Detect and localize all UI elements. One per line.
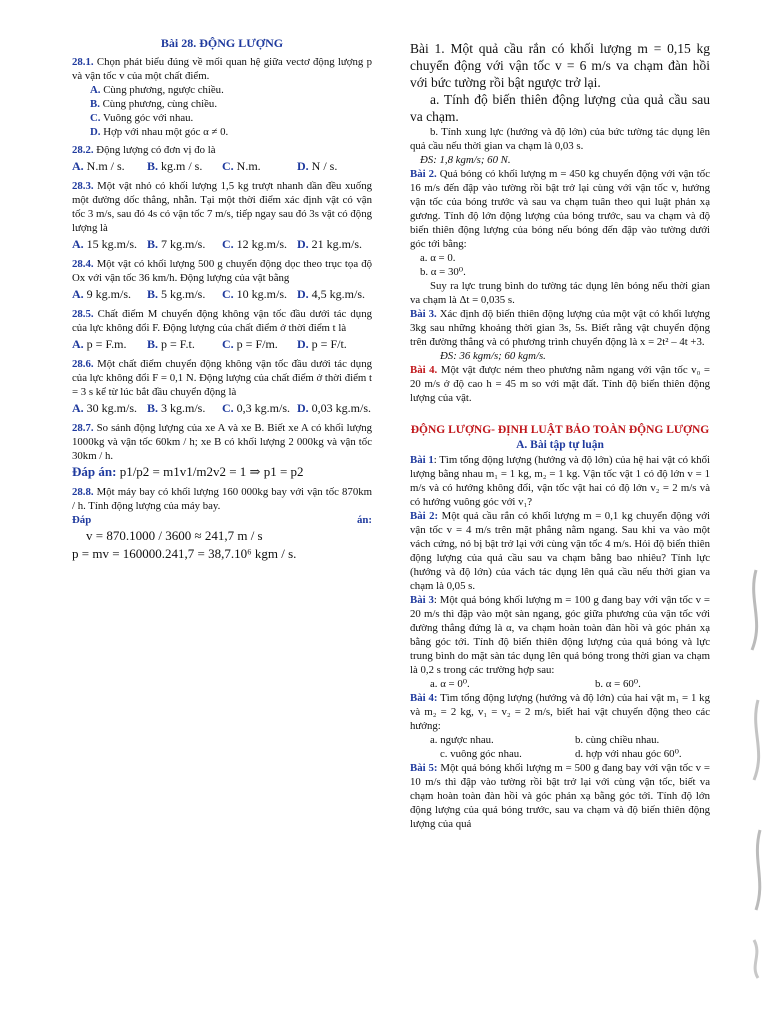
option: B. 3 kg.m/s. [147, 401, 206, 415]
problem-2: Bài 2: Một quả cầu rắn có khối lượng m = 0,1 kg chuyển động với vận tốc v = 4 m/s trên mặt phẳng nằm ngang. Sau khi va vào một vách cứng, nó bị bật trở lại với cùng vận tốc 4 m/s. Hỏi độ biến thiên động lượng của quả cầu sau va chạm bằng bao nhiêu? Tính lực (hướng và độ lớn) của vách tác dụng lên quả cầu nếu thời gian va chạm là 0,05 s. [410, 510, 710, 592]
option: A. 15 kg.m/s. [72, 237, 138, 251]
lesson-title: Bài 28. ĐỘNG LƯỢNG [160, 36, 284, 50]
question-28-3: 28.3. Một vật nhỏ có khối lượng 1,5 kg trượt nhanh dần đều xuống một đường dốc thẳng, nhẵn. Tại một thời điểm xác định vật có vận tốc 3 m/s, sau đó 4s có vận tốc 7 m/s, tiếp ngay sau đó 3s vật có động lượng là [72, 180, 372, 234]
exercise-1-part-b: b. Tính xung lực (hướng và độ lớn) của bức tường tác dụng lên quả cầu nếu thời gian va chạm là 0,03 s. [410, 126, 710, 152]
question-28-8-answer-label: Đáp án: [72, 514, 372, 526]
option: A. 9 kg.m/s. [72, 287, 132, 301]
page-edge-decoration [738, 560, 768, 980]
right-column [410, 40, 710, 831]
question-28-4-options [72, 285, 372, 303]
option: B. 5 kg.m/s. [147, 287, 206, 301]
equation-velocity: v = 870.1000 / 3600 ≈ 241,7 m / s [86, 528, 263, 543]
left-column [72, 36, 372, 563]
section-title: ĐỘNG LƯỢNG- ĐỊNH LUẬT BẢO TOÀN ĐỘNG LƯỢNG [410, 424, 710, 436]
option: A. Cùng phương, ngược chiều. [90, 84, 224, 96]
problem-4: Bài 4: Tìm tổng động lượng (hướng và độ lớn) của hai vật m₁ = 1 kg và m₂ = 2 kg, v₁ = v₂ = 2 m/s, biết hai vật chuyển động theo các hướng: [410, 692, 710, 732]
question-28-2-options [72, 157, 372, 175]
option: B. Cùng phương, cùng chiều. [90, 98, 218, 110]
option: C. N.m. [222, 159, 261, 173]
option: D. N / s. [297, 159, 338, 173]
option: B. 7 kg.m/s. [147, 237, 206, 251]
option: B. kg.m / s. [147, 159, 203, 173]
exercise-1: Bài 1. Một quả cầu rắn có khối lượng m = 0,15 kg chuyển động với vận tốc v = 6 m/s va chạm đàn hồi với bức tường rồi bật ngược trở lại. [410, 41, 711, 90]
exercise-4: Bài 4. Một vật được ném theo phương nằm ngang với vận tốc v₀ = 20 m/s ở độ cao h = 45 m so với mặt đất. Tính độ biến thiên động lượng của vật. [410, 364, 711, 404]
exercise-3-answer: ĐS: 36 kgm/s; 60 kgm/s. [440, 350, 546, 362]
option: C. 10 kg.m/s. [222, 287, 288, 301]
exercise-2-part-a: a. α = 0. [420, 252, 456, 264]
option: C. 0,3 kg.m/s. [222, 401, 291, 415]
question-28-3-options [72, 235, 372, 253]
problem-3: Bài 3: Một quả bóng khối lượng m = 100 g đang bay với vận tốc v = 20 m/s thì đập vào một sàn ngang, góc giữa phương của vận tốc với đường thẳng đứng là α, va chạm hoàn toàn đàn hồi và góc phản xạ bằng góc tới. Tính độ biến thiên động lượng của quả bóng và lực trung bình do mặt sàn tác dụng lên quả bóng trong thời gian va chạm là 0,2 s trong các trường hợp sau: [410, 594, 710, 676]
option: D. 21 kg.m/s. [297, 237, 363, 251]
question-28-7: 28.7. So sánh động lượng của xe A và xe B. Biết xe A có khối lượng 1000kg và vận tốc 60km / h; xe B có khối lượng 2 000kg và vận tốc 30km / h. [72, 422, 372, 462]
question-28-7-answer: Đáp án: p1/p2 = m1v1/m2v2 = 1 ⇒ p1 = p2 [72, 464, 304, 479]
exercise-2-extra: Suy ra lực trung bình do tường tác dụng lên bóng nếu thời gian va chạm là Δt = 0,035 s. [410, 280, 710, 306]
section-subtitle: A. Bài tập tự luận [516, 439, 604, 451]
option: A. p = F.m. [72, 337, 127, 351]
option: D. 0,03 kg.m/s. [297, 401, 372, 415]
question-28-2: 28.2. Động lượng có đơn vị đo là [72, 144, 216, 156]
question-28-6: 28.6. Một chất điểm chuyển động không vận tốc đầu dưới tác dụng của lực không đổi F = 0,1 N. Động lượng của chất điểm ở thời điểm t = 3 s kể từ lúc bắt đầu chuyển động là [72, 358, 372, 398]
exercise-2-part-b: b. α = 30⁰. [420, 266, 466, 278]
question-28-4: 28.4. Một vật có khối lượng 500 g chuyển động dọc theo trục tọa độ Ox với vận tốc 36 km/h. Động lượng của vật bằng [72, 258, 373, 284]
question-28-8: 28.8. Một máy bay có khối lượng 160 000kg bay với vận tốc 870km / h. Tính động lượng của máy bay. [72, 486, 373, 512]
exercise-3: Bài 3. Xác định độ biến thiên động lượng của một vật có khối lượng 3kg sau những khoảng thời gian 3s, 5s. Biết rằng vật chuyển động trên đường thẳng và có phương trình chuyển động là x = 2t² – 4t +3. [410, 308, 710, 348]
option: C. Vuông góc với nhau. [90, 112, 194, 124]
option: C. 12 kg.m/s. [222, 237, 288, 251]
question-28-6-options [72, 399, 372, 417]
option: A. 30 kg.m/s. [72, 401, 138, 415]
option: A. N.m / s. [72, 159, 125, 173]
option: D. Hợp với nhau một góc α ≠ 0. [90, 126, 229, 138]
exercise-1-answer: ĐS: 1,8 kgm/s; 60 N. [420, 154, 511, 166]
question-28-5: 28.5. Chất điểm M chuyển động không vận tốc đầu dưới tác dụng của lực không đổi F. Động lượng của chất điểm ở thời điểm t là [72, 308, 372, 334]
equation-momentum: p = mv = 160000.241,7 = 38,7.10⁶ kgm / s. [72, 546, 297, 561]
question-28-1: 28.1. Chọn phát biểu đúng về mối quan hệ giữa vectơ động lượng p và vận tốc v của một chất điểm. [72, 56, 372, 82]
problem-4-cases: a. ngược nhau. b. cùng chiều nhau. c. vuông góc nhau. d. hợp với nhau góc 60⁰. [430, 734, 682, 760]
option: C. p = F/m. [222, 337, 278, 351]
problem-3-cases: a. α = 0⁰. b. α = 60⁰. [430, 678, 641, 690]
problem-5: Bài 5: Một quả bóng khối lượng m = 500 g đang bay với vận tốc v = 10 m/s thì đập vào tường rồi bật trở lại với cùng vận tốc, biết va chạm hoàn toàn đàn hồi và góc phản xạ bằng góc tới. Tính độ lớn động lượng của quả bóng trước, sau va chạm và độ biến thiên động lượng của quả [410, 762, 711, 830]
question-28-1-options [72, 83, 372, 139]
problem-1: Bài 1: Tìm tổng động lượng (hướng và độ lớn) của hệ hai vật có khối lượng bằng nhau m₁ = 1 kg, m₂ = 1 kg. Vận tốc vật 1 có độ lớn v = 1 m/s và có hướng không đổi, vận tốc vật hai có độ lớn v₂ = 2 m/s và có hướng vuông góc với v₁? [410, 454, 711, 508]
exercise-2: Bài 2. Quả bóng có khối lượng m = 450 kg chuyển động với vận tốc 16 m/s đến đập vào tường rồi bật trở lại cùng với vận tốc v, hướng vận tốc của bóng trước và sau va chạm tuân theo qui luật phản xạ gương. Tính độ lớn động lượng của bóng trước, sau va chạm và độ biến thiên động lượng của bóng nếu bóng đến đập vào tường dưới góc tới bằng: [410, 168, 710, 250]
option: D. p = F/t. [297, 337, 347, 351]
option: B. p = F.t. [147, 337, 195, 351]
option: D. 4,5 kg.m/s. [297, 287, 366, 301]
exercise-1-part-a: a. Tính độ biến thiên động lượng của quả cầu sau va chạm. [410, 92, 710, 124]
question-28-5-options [72, 335, 372, 353]
